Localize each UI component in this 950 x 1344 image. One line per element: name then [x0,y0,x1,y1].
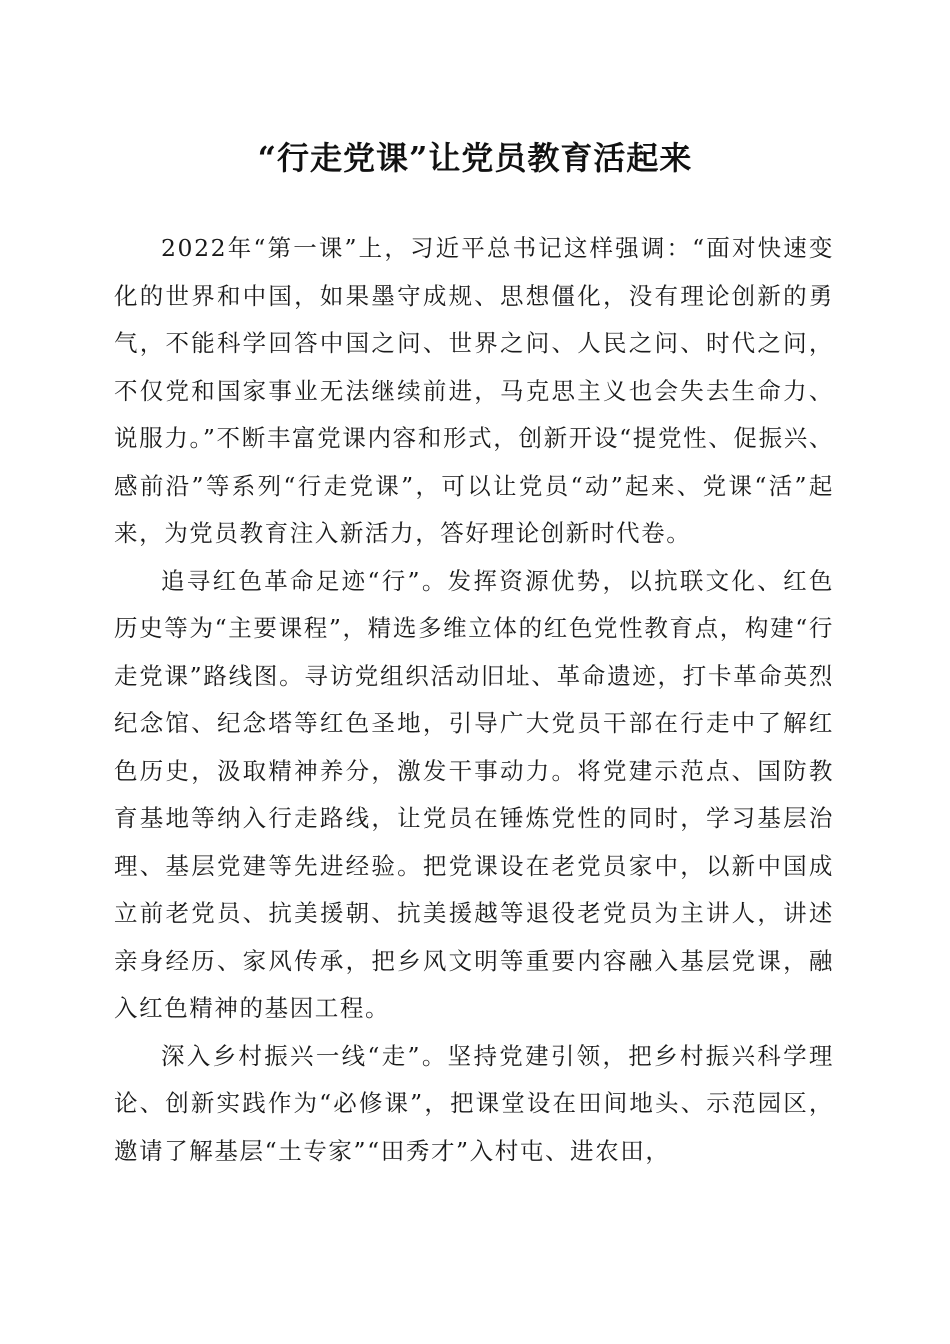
paragraph-red-footprints: 追寻红色革命足迹“行”。发挥资源优势，以抗联文化、红色历史等为“主要课程”，精选多维立体的红色党性教育点，构建“行走党课”路线图。寻访党组织活动旧址、革命遗迹，打卡革命英烈纪念馆、纪念塔等红色圣地，引导广大党员干部在行走中了解红色历史，汲取精神养分，激发干事动力。将党建示范点、国防教育基地等纳入行走路线，让党员在锤炼党性的同时，学习基层治理、基层党建等先进经验。把党课设在老党员家中，以新中国成立前老党员、抗美援朝、抗美援越等退役老党员为主讲人，讲述亲身经历、家风传承，把乡风文明等重要内容融入基层党课，融入红色精神的基因工程。 [114,566,834,1022]
paragraph-intro: 2022年“第一课”上，习近平总书记这样强调：“面对快速变化的世界和中国，如果墨守成规、思想僵化，没有理论创新的勇气，不能科学回答中国之问、世界之问、人民之问、时代之问，不仅党和国家事业无法继续前进，马克思主义也会失去生命力、说服力。”不断丰富党课内容和形式，创新开设“提党性、促振兴、感前沿”等系列“行走党课”，可以让党员“动”起来、党课“活”起来，为党员教育注入新活力，答好理论创新时代卷。 [114,234,834,547]
paragraph-rural-revitalization: 深入乡村振兴一线“走”。坚持党建引领，把乡村振兴科学理论、创新实践作为“必修课”，把课堂设在田间地头、示范园区，邀请了解基层“土专家”“田秀才”入村屯、进农田， [114,1041,834,1165]
document-body [114,225,834,1175]
document-title: “行走党课”让党员教育活起来 [257,139,693,177]
